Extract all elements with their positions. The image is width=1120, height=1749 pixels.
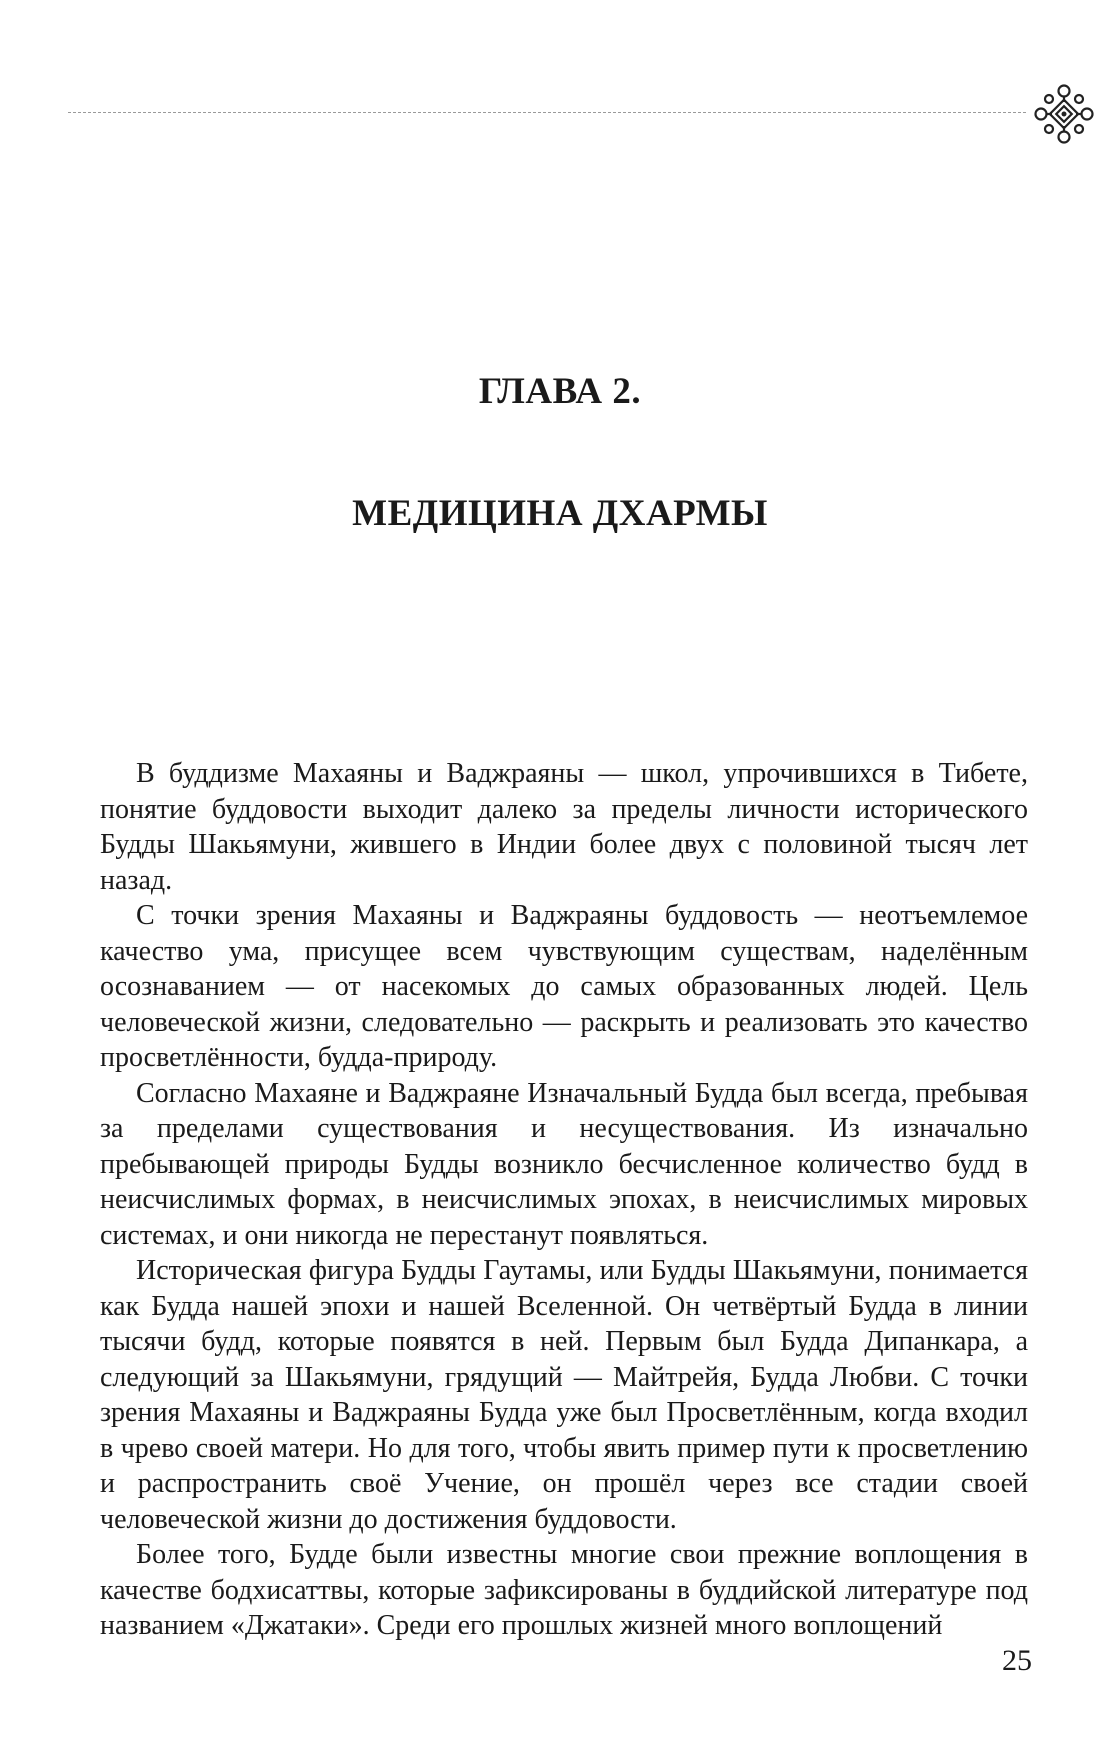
body-text	[100, 756, 1028, 1644]
paragraph: Согласно Махаяне и Ваджраяне Изначальный Будда был всегда, пребывая за пределами существования и несуществования. Из изначально пребывающей природы Будды возникло бесчисленное количество будд в неисчислимых формах, в неисчислимых эпохах, в неисчислимых мировых системах, и они никогда не перестанут появляться.	[100, 1077, 1028, 1251]
header-divider	[68, 112, 1026, 113]
ornamental-knot-icon	[1032, 82, 1096, 146]
paragraph: Более того, Будде были известны многие свои прежние воплощения в качестве бодхисаттвы, которые зафиксированы в буддийской литературе под названием «Джатаки». Среди его прошлых жизней много воплощений	[100, 1539, 1028, 1641]
chapter-number: ГЛАВА 2.	[478, 371, 642, 412]
chapter-title: МЕДИЦИНА ДХАРМЫ	[352, 493, 768, 534]
paragraph: С точки зрения Махаяны и Ваджраяны буддовость — неотъемлемое качество ума, присущее всем чувствующим существам, наделённым осознаванием — от насекомых до самых образованных людей. Цель человеческой жизни, следовательно — раскрыть и реализовать это качество просветлённости, будда-природу.	[100, 900, 1028, 1073]
paragraph: Историческая фигура Будды Гаутамы, или Будды Шакьямуни, понимается как Будда нашей эпохи и нашей Вселенной. Он четвёртый Будда в линии тысячи будд, которые появятся в ней. Первым был Будда Дипанкара, а следующий за Шакьямуни, грядущий — Майтрейя, Будда Любви. С точки зрения Махаяны и Ваджраяны Будда уже был Просветлённым, когда входил в чрево своей матери. Но для того, чтобы явить пример пути к просветлению и распространить своё Учение, он прошёл через все стадии своей человеческой жизни до достижения буддовости.	[100, 1255, 1028, 1535]
paragraph: В буддизме Махаяны и Ваджраяны — школ, упрочившихся в Тибете, понятие буддовости выходит далеко за пределы личности исторического Будды Шакьямуни, жившего в Индии более двух с половиной тысяч лет назад.	[100, 758, 1028, 896]
page-number: 25	[1002, 1644, 1032, 1677]
